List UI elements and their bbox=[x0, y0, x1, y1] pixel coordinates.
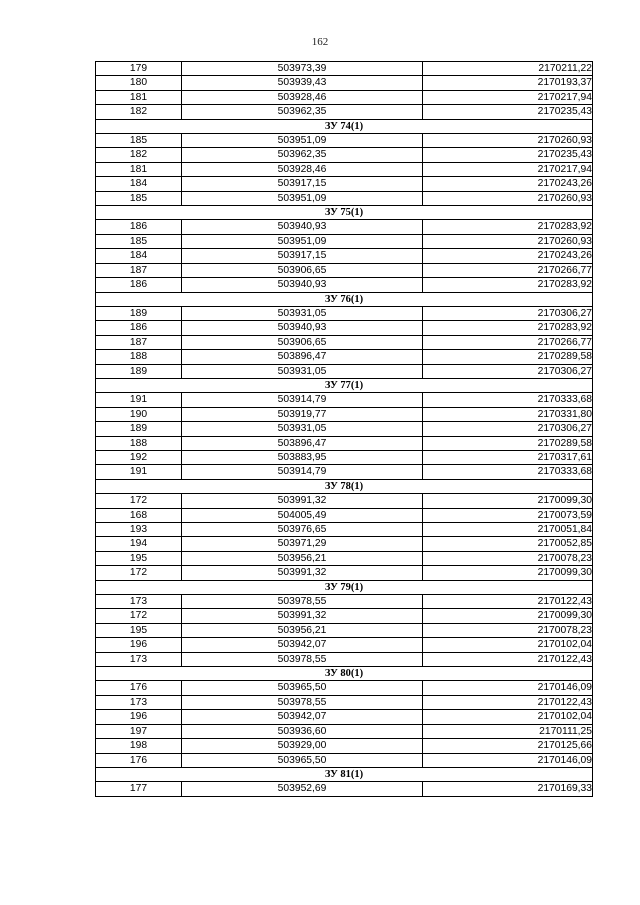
table-row bbox=[96, 350, 593, 364]
point-number-cell: 188 bbox=[96, 350, 182, 364]
x-coordinate-cell: 503951,09 bbox=[182, 134, 423, 148]
x-coordinate-cell: 503971,29 bbox=[182, 537, 423, 551]
point-number-cell: 168 bbox=[96, 508, 182, 522]
point-number-cell: 182 bbox=[96, 148, 182, 162]
x-coordinate-cell: 503896,47 bbox=[182, 436, 423, 450]
table-row bbox=[96, 537, 593, 551]
x-coordinate-cell: 503883,95 bbox=[182, 450, 423, 464]
coordinates-table bbox=[95, 61, 593, 797]
table-row bbox=[96, 306, 593, 320]
x-coordinate-cell: 503978,55 bbox=[182, 695, 423, 709]
table-row bbox=[96, 695, 593, 709]
x-coordinate-cell: 503956,21 bbox=[182, 623, 423, 637]
point-number-cell: 191 bbox=[96, 465, 182, 479]
point-number-cell: 181 bbox=[96, 90, 182, 104]
table-row bbox=[96, 321, 593, 335]
y-coordinate-cell: 2170283,92 bbox=[423, 220, 593, 234]
x-coordinate-cell: 503917,15 bbox=[182, 249, 423, 263]
x-coordinate-cell: 504005,49 bbox=[182, 508, 423, 522]
y-coordinate-cell: 2170122,43 bbox=[423, 595, 593, 609]
table-row bbox=[96, 782, 593, 796]
y-coordinate-cell: 2170317,61 bbox=[423, 450, 593, 464]
x-coordinate-cell: 503965,50 bbox=[182, 681, 423, 695]
parcel-header-label: ЗУ 76(1) bbox=[96, 292, 593, 306]
y-coordinate-cell: 2170266,77 bbox=[423, 335, 593, 349]
y-coordinate-cell: 2170051,84 bbox=[423, 523, 593, 537]
point-number-cell: 185 bbox=[96, 134, 182, 148]
x-coordinate-cell: 503976,65 bbox=[182, 523, 423, 537]
y-coordinate-cell: 2170243,26 bbox=[423, 249, 593, 263]
point-number-cell: 186 bbox=[96, 321, 182, 335]
parcel-header-row bbox=[96, 479, 593, 493]
point-number-cell: 194 bbox=[96, 537, 182, 551]
y-coordinate-cell: 2170306,27 bbox=[423, 422, 593, 436]
point-number-cell: 184 bbox=[96, 249, 182, 263]
table-row bbox=[96, 753, 593, 767]
x-coordinate-cell: 503928,46 bbox=[182, 162, 423, 176]
y-coordinate-cell: 2170193,37 bbox=[423, 76, 593, 90]
table-row bbox=[96, 407, 593, 421]
point-number-cell: 185 bbox=[96, 191, 182, 205]
table-row bbox=[96, 148, 593, 162]
parcel-header-row bbox=[96, 119, 593, 133]
table-row bbox=[96, 90, 593, 104]
parcel-header-row bbox=[96, 767, 593, 781]
table-row bbox=[96, 436, 593, 450]
x-coordinate-cell: 503940,93 bbox=[182, 321, 423, 335]
y-coordinate-cell: 2170260,93 bbox=[423, 134, 593, 148]
table-row bbox=[96, 422, 593, 436]
y-coordinate-cell: 2170283,92 bbox=[423, 321, 593, 335]
table-row bbox=[96, 638, 593, 652]
point-number-cell: 195 bbox=[96, 551, 182, 565]
y-coordinate-cell: 2170289,58 bbox=[423, 436, 593, 450]
y-coordinate-cell: 2170243,26 bbox=[423, 177, 593, 191]
point-number-cell: 184 bbox=[96, 177, 182, 191]
point-number-cell: 191 bbox=[96, 393, 182, 407]
point-number-cell: 176 bbox=[96, 753, 182, 767]
y-coordinate-cell: 2170260,93 bbox=[423, 234, 593, 248]
table-row bbox=[96, 105, 593, 119]
table-row bbox=[96, 177, 593, 191]
x-coordinate-cell: 503962,35 bbox=[182, 105, 423, 119]
point-number-cell: 192 bbox=[96, 450, 182, 464]
table-row bbox=[96, 76, 593, 90]
parcel-header-label: ЗУ 79(1) bbox=[96, 580, 593, 594]
y-coordinate-cell: 2170102,04 bbox=[423, 710, 593, 724]
x-coordinate-cell: 503906,65 bbox=[182, 263, 423, 277]
point-number-cell: 198 bbox=[96, 739, 182, 753]
x-coordinate-cell: 503962,35 bbox=[182, 148, 423, 162]
x-coordinate-cell: 503956,21 bbox=[182, 551, 423, 565]
y-coordinate-cell: 2170306,27 bbox=[423, 306, 593, 320]
parcel-header-label: ЗУ 77(1) bbox=[96, 378, 593, 392]
table-row bbox=[96, 508, 593, 522]
point-number-cell: 172 bbox=[96, 609, 182, 623]
parcel-header-label: ЗУ 78(1) bbox=[96, 479, 593, 493]
x-coordinate-cell: 503942,07 bbox=[182, 710, 423, 724]
parcel-header-row bbox=[96, 206, 593, 220]
point-number-cell: 182 bbox=[96, 105, 182, 119]
x-coordinate-cell: 503952,69 bbox=[182, 782, 423, 796]
y-coordinate-cell: 2170099,30 bbox=[423, 609, 593, 623]
point-number-cell: 186 bbox=[96, 278, 182, 292]
x-coordinate-cell: 503973,39 bbox=[182, 62, 423, 76]
y-coordinate-cell: 2170289,58 bbox=[423, 350, 593, 364]
y-coordinate-cell: 2170122,43 bbox=[423, 695, 593, 709]
table-row bbox=[96, 724, 593, 738]
table-row bbox=[96, 134, 593, 148]
y-coordinate-cell: 2170102,04 bbox=[423, 638, 593, 652]
table-row bbox=[96, 234, 593, 248]
table-row bbox=[96, 263, 593, 277]
point-number-cell: 177 bbox=[96, 782, 182, 796]
parcel-header-row bbox=[96, 292, 593, 306]
point-number-cell: 189 bbox=[96, 306, 182, 320]
table-row bbox=[96, 623, 593, 637]
y-coordinate-cell: 2170052,85 bbox=[423, 537, 593, 551]
y-coordinate-cell: 2170235,43 bbox=[423, 105, 593, 119]
x-coordinate-cell: 503942,07 bbox=[182, 638, 423, 652]
point-number-cell: 187 bbox=[96, 263, 182, 277]
x-coordinate-cell: 503906,65 bbox=[182, 335, 423, 349]
y-coordinate-cell: 2170283,92 bbox=[423, 278, 593, 292]
x-coordinate-cell: 503991,32 bbox=[182, 566, 423, 580]
parcel-header-row bbox=[96, 580, 593, 594]
table-row bbox=[96, 710, 593, 724]
table-row bbox=[96, 249, 593, 263]
table-row bbox=[96, 681, 593, 695]
y-coordinate-cell: 2170099,30 bbox=[423, 566, 593, 580]
point-number-cell: 173 bbox=[96, 652, 182, 666]
y-coordinate-cell: 2170217,94 bbox=[423, 90, 593, 104]
y-coordinate-cell: 2170331,80 bbox=[423, 407, 593, 421]
x-coordinate-cell: 503914,79 bbox=[182, 465, 423, 479]
point-number-cell: 172 bbox=[96, 566, 182, 580]
y-coordinate-cell: 2170169,33 bbox=[423, 782, 593, 796]
point-number-cell: 195 bbox=[96, 623, 182, 637]
table-row bbox=[96, 523, 593, 537]
point-number-cell: 186 bbox=[96, 220, 182, 234]
y-coordinate-cell: 2170099,30 bbox=[423, 494, 593, 508]
x-coordinate-cell: 503940,93 bbox=[182, 278, 423, 292]
y-coordinate-cell: 2170235,43 bbox=[423, 148, 593, 162]
point-number-cell: 179 bbox=[96, 62, 182, 76]
table-row bbox=[96, 652, 593, 666]
y-coordinate-cell: 2170073,59 bbox=[423, 508, 593, 522]
table-row bbox=[96, 335, 593, 349]
table-row bbox=[96, 494, 593, 508]
x-coordinate-cell: 503965,50 bbox=[182, 753, 423, 767]
parcel-header-label: ЗУ 75(1) bbox=[96, 206, 593, 220]
x-coordinate-cell: 503978,55 bbox=[182, 652, 423, 666]
table-row bbox=[96, 566, 593, 580]
y-coordinate-cell: 2170211,22 bbox=[423, 62, 593, 76]
x-coordinate-cell: 503931,05 bbox=[182, 422, 423, 436]
y-coordinate-cell: 2170333,68 bbox=[423, 393, 593, 407]
point-number-cell: 189 bbox=[96, 364, 182, 378]
x-coordinate-cell: 503951,09 bbox=[182, 234, 423, 248]
x-coordinate-cell: 503917,15 bbox=[182, 177, 423, 191]
point-number-cell: 188 bbox=[96, 436, 182, 450]
x-coordinate-cell: 503929,00 bbox=[182, 739, 423, 753]
parcel-header-label: ЗУ 81(1) bbox=[96, 767, 593, 781]
x-coordinate-cell: 503936,60 bbox=[182, 724, 423, 738]
point-number-cell: 185 bbox=[96, 234, 182, 248]
table-row bbox=[96, 609, 593, 623]
x-coordinate-cell: 503919,77 bbox=[182, 407, 423, 421]
point-number-cell: 196 bbox=[96, 710, 182, 724]
x-coordinate-cell: 503896,47 bbox=[182, 350, 423, 364]
parcel-header-label: ЗУ 80(1) bbox=[96, 667, 593, 681]
table-row bbox=[96, 551, 593, 565]
point-number-cell: 181 bbox=[96, 162, 182, 176]
y-coordinate-cell: 2170078,23 bbox=[423, 623, 593, 637]
x-coordinate-cell: 503931,05 bbox=[182, 364, 423, 378]
y-coordinate-cell: 2170122,43 bbox=[423, 652, 593, 666]
table-row bbox=[96, 739, 593, 753]
x-coordinate-cell: 503951,09 bbox=[182, 191, 423, 205]
point-number-cell: 173 bbox=[96, 695, 182, 709]
x-coordinate-cell: 503978,55 bbox=[182, 595, 423, 609]
y-coordinate-cell: 2170333,68 bbox=[423, 465, 593, 479]
table-row bbox=[96, 465, 593, 479]
x-coordinate-cell: 503939,43 bbox=[182, 76, 423, 90]
table-row bbox=[96, 278, 593, 292]
x-coordinate-cell: 503940,93 bbox=[182, 220, 423, 234]
y-coordinate-cell: 2170111,25 bbox=[423, 724, 593, 738]
table-row bbox=[96, 595, 593, 609]
x-coordinate-cell: 503931,05 bbox=[182, 306, 423, 320]
y-coordinate-cell: 2170266,77 bbox=[423, 263, 593, 277]
point-number-cell: 190 bbox=[96, 407, 182, 421]
point-number-cell: 196 bbox=[96, 638, 182, 652]
table-row bbox=[96, 393, 593, 407]
y-coordinate-cell: 2170146,09 bbox=[423, 681, 593, 695]
parcel-header-label: ЗУ 74(1) bbox=[96, 119, 593, 133]
table-row bbox=[96, 364, 593, 378]
coordinates-table-body bbox=[96, 62, 593, 797]
table-row bbox=[96, 162, 593, 176]
x-coordinate-cell: 503991,32 bbox=[182, 494, 423, 508]
y-coordinate-cell: 2170125,66 bbox=[423, 739, 593, 753]
table-row bbox=[96, 450, 593, 464]
point-number-cell: 176 bbox=[96, 681, 182, 695]
y-coordinate-cell: 2170078,23 bbox=[423, 551, 593, 565]
table-row bbox=[96, 220, 593, 234]
y-coordinate-cell: 2170306,27 bbox=[423, 364, 593, 378]
page-number: 162 bbox=[311, 36, 329, 48]
y-coordinate-cell: 2170260,93 bbox=[423, 191, 593, 205]
point-number-cell: 189 bbox=[96, 422, 182, 436]
point-number-cell: 172 bbox=[96, 494, 182, 508]
parcel-header-row bbox=[96, 667, 593, 681]
point-number-cell: 173 bbox=[96, 595, 182, 609]
parcel-header-row bbox=[96, 378, 593, 392]
x-coordinate-cell: 503991,32 bbox=[182, 609, 423, 623]
y-coordinate-cell: 2170146,09 bbox=[423, 753, 593, 767]
table-row bbox=[96, 62, 593, 76]
point-number-cell: 197 bbox=[96, 724, 182, 738]
point-number-cell: 193 bbox=[96, 523, 182, 537]
point-number-cell: 187 bbox=[96, 335, 182, 349]
point-number-cell: 180 bbox=[96, 76, 182, 90]
x-coordinate-cell: 503928,46 bbox=[182, 90, 423, 104]
table-row bbox=[96, 191, 593, 205]
x-coordinate-cell: 503914,79 bbox=[182, 393, 423, 407]
y-coordinate-cell: 2170217,94 bbox=[423, 162, 593, 176]
